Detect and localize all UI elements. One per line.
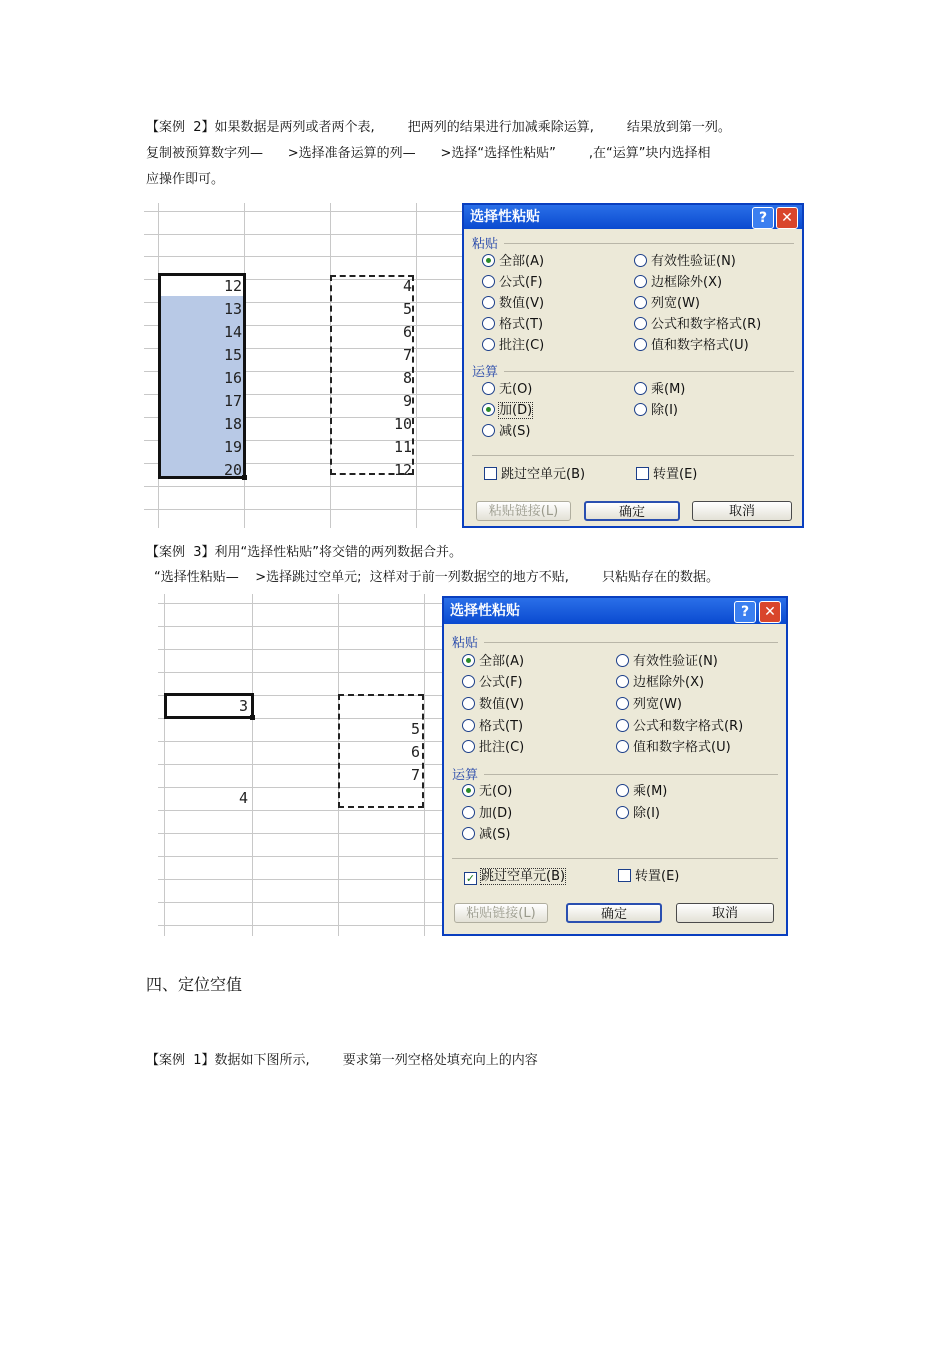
cell-c[interactable]: 8 <box>402 369 412 387</box>
radio-icon <box>462 740 475 753</box>
checkbox-transpose[interactable]: 转置(E) <box>636 466 697 484</box>
cell-a[interactable]: 14 <box>223 323 242 341</box>
radio-icon <box>462 719 475 732</box>
radio-paste-column-widths[interactable]: 列宽(W) <box>616 696 682 714</box>
case1-line1: 【案例 1】数据如下图所示, 要求第一列空格处填充向上的内容 <box>146 1053 538 1068</box>
radio-paste-formulas-numbers[interactable]: 公式和数字格式(R) <box>634 316 761 334</box>
radio-paste-formats[interactable]: 格式(T) <box>462 718 523 736</box>
checkbox-icon <box>618 869 631 882</box>
ok-button[interactable]: 确定 <box>584 501 680 521</box>
cell-c[interactable]: 4 <box>402 277 412 295</box>
radio-icon <box>634 382 647 395</box>
radio-paste-values-numbers[interactable]: 值和数字格式(U) <box>634 337 749 355</box>
radio-paste-all[interactable]: 全部(A) <box>482 253 544 271</box>
radio-paste-no-borders[interactable]: 边框除外(X) <box>616 674 704 692</box>
radio-paste-formats[interactable]: 格式(T) <box>482 316 543 334</box>
radio-paste-comments[interactable]: 批注(C) <box>462 739 524 757</box>
section-heading: 四、定位空值 <box>146 975 243 994</box>
cell-a[interactable]: 20 <box>223 461 242 479</box>
cell-a[interactable]: 12 <box>223 277 242 295</box>
cancel-button[interactable]: 取消 <box>692 501 792 521</box>
dialog-title: 选择性粘贴 <box>444 598 786 624</box>
cell-c[interactable]: 7 <box>402 346 412 364</box>
radio-icon <box>482 424 495 437</box>
radio-op-divide[interactable]: 除(I) <box>634 402 678 420</box>
radio-icon <box>462 806 475 819</box>
paste-special-dialog <box>442 596 788 936</box>
radio-icon <box>616 675 629 688</box>
radio-op-multiply[interactable]: 乘(M) <box>634 381 685 399</box>
cell-c[interactable]: 5 <box>402 300 412 318</box>
radio-paste-formulas[interactable]: 公式(F) <box>482 274 543 292</box>
case3-line2: “选择性粘贴— >选择跳过空单元; 这样对于前一列数据空的地方不贴, 只粘贴存在的数据。 <box>154 570 719 585</box>
radio-op-multiply[interactable]: 乘(M) <box>616 783 667 801</box>
radio-icon <box>634 338 647 351</box>
radio-paste-validation[interactable]: 有效性验证(N) <box>616 653 718 671</box>
cell-c[interactable]: 11 <box>393 438 412 456</box>
radio-icon <box>462 654 475 667</box>
radio-icon <box>462 675 475 688</box>
radio-op-subtract[interactable]: 减(S) <box>482 423 530 441</box>
cell-c[interactable]: 6 <box>410 743 420 761</box>
radio-paste-all[interactable]: 全部(A) <box>462 653 524 671</box>
radio-icon <box>482 317 495 330</box>
radio-paste-column-widths[interactable]: 列宽(W) <box>634 295 700 313</box>
radio-op-none[interactable]: 无(O) <box>462 783 512 801</box>
spreadsheet-grid <box>158 594 448 936</box>
cell-a[interactable]: 3 <box>238 697 248 715</box>
help-button[interactable]: ? <box>734 601 756 623</box>
cell-c[interactable]: 9 <box>402 392 412 410</box>
radio-paste-formulas[interactable]: 公式(F) <box>462 674 523 692</box>
checkbox-icon <box>636 467 649 480</box>
radio-op-divide[interactable]: 除(I) <box>616 805 660 823</box>
close-button[interactable]: ✕ <box>776 207 798 229</box>
radio-icon <box>634 254 647 267</box>
cell-a[interactable]: 16 <box>223 369 242 387</box>
radio-icon <box>482 296 495 309</box>
cell-c[interactable]: 5 <box>410 720 420 738</box>
cell-a[interactable]: 13 <box>223 300 242 318</box>
radio-icon <box>462 697 475 710</box>
checkbox-icon <box>484 467 497 480</box>
case3-line1: 【案例 3】利用“选择性粘贴”将交错的两列数据合并。 <box>146 545 463 560</box>
radio-icon <box>462 784 475 797</box>
checkbox-skip-blanks[interactable]: 跳过空单元(B) <box>484 466 585 484</box>
radio-icon <box>616 697 629 710</box>
checkbox-skip-blanks[interactable]: ✓ 跳过空单元(B) <box>465 869 566 885</box>
radio-paste-values[interactable]: 数值(V) <box>462 696 524 714</box>
paste-special-dialog <box>462 203 804 528</box>
cell-a[interactable]: 17 <box>223 392 242 410</box>
radio-icon <box>616 719 629 732</box>
radio-icon <box>616 784 629 797</box>
cancel-button[interactable]: 取消 <box>676 903 774 923</box>
screenshot-case3 <box>158 594 790 936</box>
cell-a[interactable]: 18 <box>223 415 242 433</box>
radio-icon <box>462 827 475 840</box>
radio-paste-values[interactable]: 数值(V) <box>482 295 544 313</box>
radio-icon <box>616 740 629 753</box>
checkbox-transpose[interactable]: 转置(E) <box>618 868 679 886</box>
case2-line3: 应操作即可。 <box>146 172 225 187</box>
screenshot-case2 <box>144 203 804 528</box>
radio-icon <box>634 275 647 288</box>
radio-paste-no-borders[interactable]: 边框除外(X) <box>634 274 722 292</box>
radio-icon <box>634 403 647 416</box>
cell-c[interactable]: 7 <box>410 766 420 784</box>
cell-a[interactable]: 4 <box>238 789 248 807</box>
radio-icon <box>616 806 629 819</box>
radio-op-add[interactable]: 加(D) <box>462 805 512 823</box>
paste-group-label: 粘贴 <box>472 237 499 252</box>
case2-line2: 复制被预算数字列— >选择准备运算的列— >选择“选择性粘贴” ,在“运算”块内选择相 <box>146 146 711 161</box>
check-icon: ✓ <box>465 872 476 885</box>
case2-line1: 【案例 2】如果数据是两列或者两个表, 把两列的结果进行加减乘除运算, 结果放到第一列。 <box>146 120 731 135</box>
radio-op-none[interactable]: 无(O) <box>482 381 532 399</box>
operation-group-label: 运算 <box>472 365 499 380</box>
radio-icon <box>482 403 495 416</box>
radio-icon <box>634 296 647 309</box>
radio-icon <box>616 654 629 667</box>
radio-icon <box>482 254 495 267</box>
cell-c[interactable]: 12 <box>393 461 412 479</box>
spreadsheet-grid <box>144 203 464 528</box>
radio-paste-formulas-numbers[interactable]: 公式和数字格式(R) <box>616 718 743 736</box>
operation-group-label: 运算 <box>452 768 479 783</box>
dialog-title: 选择性粘贴 <box>464 205 802 229</box>
cell-c[interactable]: 6 <box>402 323 412 341</box>
close-button[interactable]: ✕ <box>759 601 781 623</box>
help-button[interactable]: ? <box>752 207 774 229</box>
radio-op-subtract[interactable]: 减(S) <box>462 826 510 844</box>
radio-paste-validation[interactable]: 有效性验证(N) <box>634 253 736 271</box>
radio-paste-comments[interactable]: 批注(C) <box>482 337 544 355</box>
radio-paste-values-numbers[interactable]: 值和数字格式(U) <box>616 739 731 757</box>
paste-link-button[interactable]: 粘贴链接(L) <box>476 501 571 521</box>
paste-group-label: 粘贴 <box>452 636 479 651</box>
radio-op-add[interactable]: 加(D) <box>482 402 532 420</box>
ok-button[interactable]: 确定 <box>566 903 662 923</box>
radio-icon <box>482 275 495 288</box>
cell-a[interactable]: 19 <box>223 438 242 456</box>
paste-link-button[interactable]: 粘贴链接(L) <box>454 903 548 923</box>
radio-icon <box>634 317 647 330</box>
radio-icon <box>482 338 495 351</box>
radio-icon <box>482 382 495 395</box>
cell-a[interactable]: 15 <box>223 346 242 364</box>
cell-c[interactable]: 10 <box>393 415 412 433</box>
